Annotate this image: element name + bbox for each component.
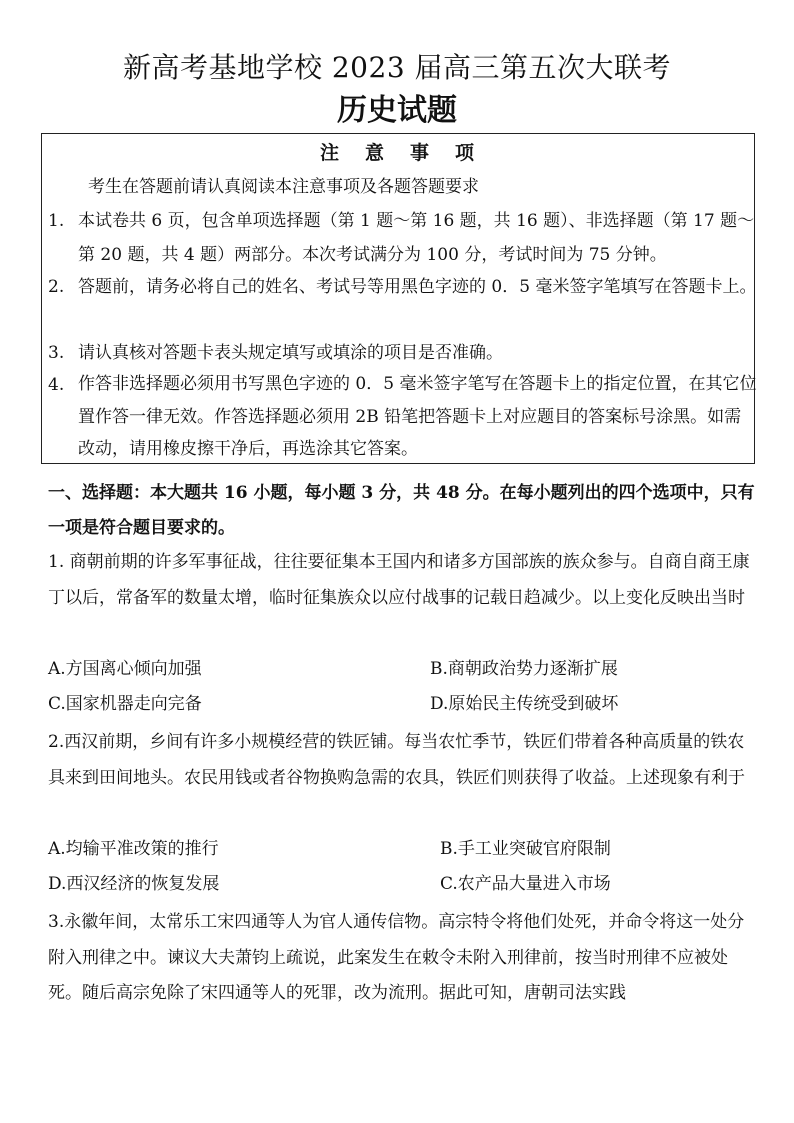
exam-title: 新高考基地学校 2023 届高三第五次大联考 [122,51,672,84]
notice-heading-char: 项 [455,142,477,164]
notice-heading-char: 事 [410,142,432,164]
option-d: D.原始民主传统受到破坏 [430,694,619,714]
notice-item-number: 3. [48,343,65,363]
notice-heading-char: 注 [319,142,341,164]
question-stem: 2.西汉前期，乡间有许多小规模经营的铁匠铺。每当农忙季节，铁匠们带着各种高质量的铁农具来到田间地头。农民用钱或者谷物换购急需的农具，铁匠们则获得了收益。上述现象有利于 [48,732,745,788]
option-a: A.均输平准改策的推行 [48,839,219,859]
notice-heading [42,140,754,166]
section-heading: 一、选择题：本大题共 16 小题，每小题 3 分，共 48 分。在每小题列出的四个选项中，只有一项是符合题目要求的。 [48,483,755,538]
question-stem: 1. 商朝前期的许多军事征战，往往要征集本王国内和诸多方国部族的族众参与。自商自商王康丁以后，常备军的数量太增，临时征集族众以应付战事的记载日趋减少。以上变化反映出当时 [48,552,750,608]
notice-box [41,133,755,464]
option-c: C.国家机器走向完备 [48,694,202,714]
notice-item-text: 本试卷共 6 页，包含单项选择题（第 1 题～第 16 题，共 16 题）、非选择题（第 17 题～第 20 题，共 4 题）两部分。本次考试满分为 100 分，考试时间为 75 分钟。 [78,211,755,265]
notice-item-number: 2. [48,277,65,297]
notice-heading-char: 意 [364,142,386,164]
option-c: D.西汉经济的恢复发展 [48,874,220,894]
option-b: B.手工业突破官府限制 [440,839,611,859]
notice-item-text: 请认真核对答题卡表头规定填写或填涂的项目是否准确。 [78,343,503,363]
notice-item-text: 作答非选择题必须用书写黑色字迹的 0．5 毫米签字笔写在答题卡上的指定位置，在其它位置作答一律无效。作答选择题必须用 2B 铅笔把答题卡上对应题目的答案标号涂黑。如需改动，请用橡皮擦干净后，再选涂其它答案。 [78,374,757,459]
question-stem: 3.永徽年间，太常乐工宋四通等人为官人通传信物。高宗特令将他们处死，并命令将这一处分附入刑律之中。谏议大夫萧钧上疏说，此案发生在敕令未附入刑律前，按当时刑律不应被处死。随后高宗免除了宋四通等人的死罪，改为流刑。据此可知，唐朝司法实践 [48,912,745,1003]
option-b: B.商朝政治势力逐渐扩展 [430,659,618,679]
notice-item-number: 1. [48,211,65,231]
subject-title: 历史试题 [337,93,457,128]
option-a: A.方国离心倾向加强 [48,659,202,679]
notice-subheading: 考生在答题前请认真阅读本注意事项及各题答题要求 [88,177,479,197]
notice-item-text: 答题前，请务必将自己的姓名、考试号等用黑色字迹的 0．5 毫米签字笔填写在答题卡上。 [78,277,757,297]
option-d: C.农产品大量进入市场 [440,874,611,894]
notice-item-number: 4. [48,375,65,395]
